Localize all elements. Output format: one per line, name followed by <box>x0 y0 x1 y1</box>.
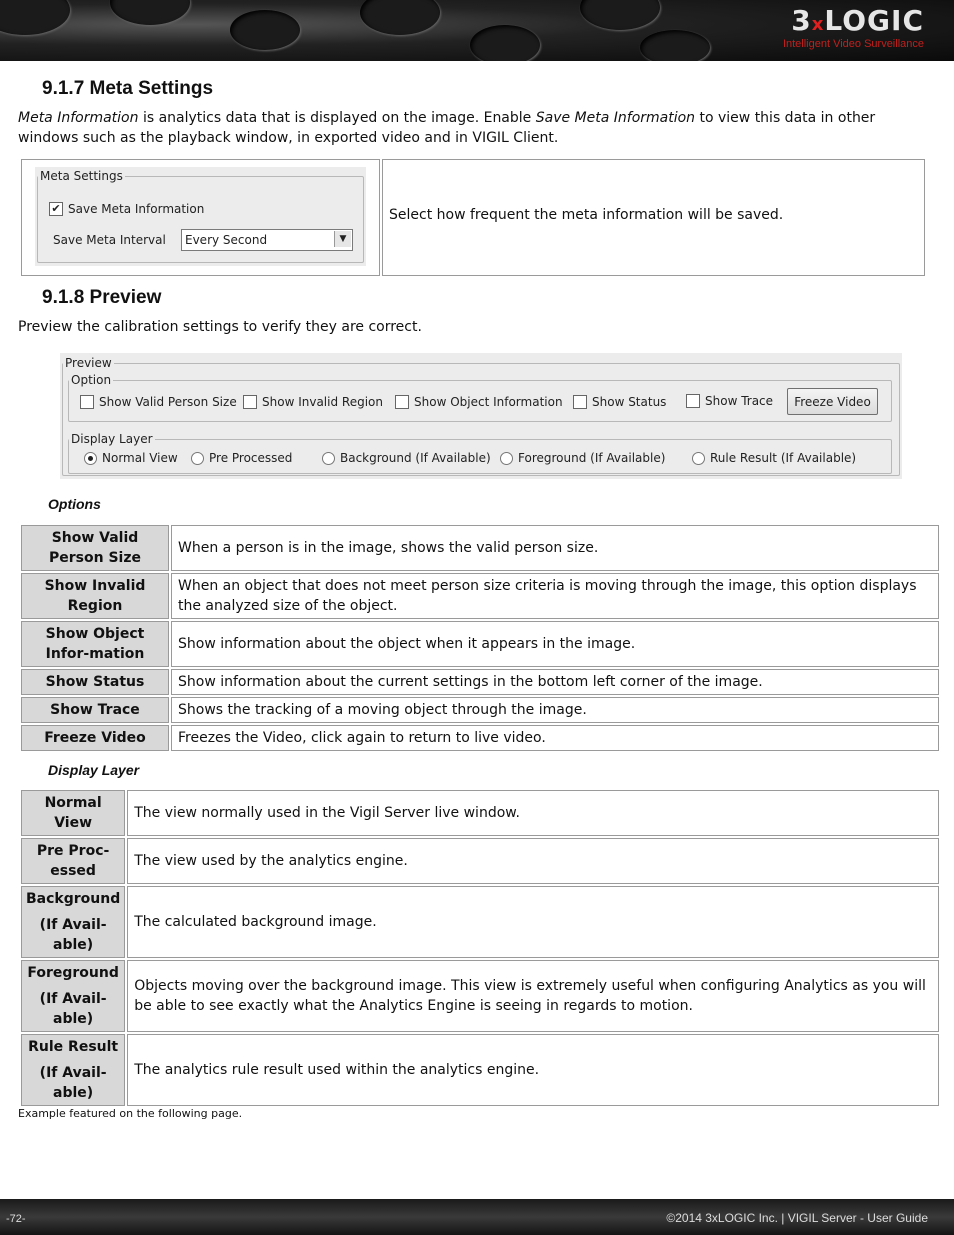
foreground-radio[interactable]: Foreground (If Available) <box>500 451 665 465</box>
layer-name: Rule Result (If Avail-able) <box>21 1034 125 1106</box>
checkbox-checked-icon: ✔ <box>49 202 63 216</box>
meta-intro: Meta Information is analytics data that is displayed on the image. Enable Save Meta Information to view this data in other windows such as the playback window, in exported video and in VIGIL Client. <box>18 110 876 146</box>
section-title-preview: 9.1.8 Preview <box>42 287 162 308</box>
checkbox-empty-icon <box>395 395 409 409</box>
radio-empty-icon <box>322 452 335 465</box>
display-layer-heading: Display Layer <box>48 762 140 778</box>
table-row <box>21 525 939 571</box>
option-desc: Freezes the Video, click again to return to live video. <box>171 725 939 751</box>
decorative-hole <box>110 0 190 25</box>
radio-selected-icon <box>84 452 97 465</box>
option-name: Freeze Video <box>21 725 169 751</box>
radio-empty-icon <box>191 452 204 465</box>
table-row <box>21 960 939 1032</box>
meta-description-cell <box>382 159 925 276</box>
show-trace-checkbox[interactable]: Show Trace <box>686 394 773 408</box>
freeze-video-button[interactable]: Freeze Video <box>787 388 878 415</box>
radio-empty-icon <box>692 452 705 465</box>
table-row <box>21 573 939 619</box>
options-heading: Options <box>48 496 101 512</box>
save-meta-interval-value: Every Second <box>185 233 268 247</box>
option-name: Show Invalid Region <box>21 573 169 619</box>
chevron-down-icon[interactable]: ▼ <box>334 231 351 247</box>
option-desc: Show information about the object when it appears in the image. <box>171 621 939 667</box>
decorative-hole <box>230 10 300 50</box>
page-footer <box>0 1199 954 1235</box>
checkbox-empty-icon <box>243 395 257 409</box>
table-row <box>21 886 939 958</box>
option-name: Show Valid Person Size <box>21 525 169 571</box>
background-radio[interactable]: Background (If Available) <box>322 451 491 465</box>
meta-settings-panel <box>35 167 366 266</box>
preview-panel <box>60 353 902 479</box>
decorative-hole <box>0 0 70 35</box>
checkbox-empty-icon <box>686 394 700 408</box>
decorative-hole <box>640 30 710 61</box>
rule-result-radio[interactable]: Rule Result (If Available) <box>692 451 856 465</box>
layer-desc: The view used by the analytics engine. <box>127 838 939 884</box>
save-meta-label: Save Meta Information <box>68 202 205 216</box>
layer-name: Background (If Avail-able) <box>21 886 125 958</box>
option-desc: When an object that does not meet person size criteria is moving through the image, this option displays the analyzed size of the object. <box>171 573 939 619</box>
normal-view-radio[interactable]: Normal View <box>84 451 178 465</box>
layer-name: Normal View <box>21 790 125 836</box>
display-layer-table <box>19 788 941 1108</box>
meta-settings-group-title: Meta Settings <box>40 169 123 183</box>
option-group-title: Option <box>71 373 112 387</box>
page-number: -72- <box>6 1213 26 1225</box>
decorative-hole <box>580 0 660 30</box>
table-row <box>21 790 939 836</box>
brand-tagline: Intelligent Video Surveillance <box>782 38 924 50</box>
checkbox-empty-icon <box>573 395 587 409</box>
show-valid-person-size-checkbox[interactable]: Show Valid Person Size <box>80 395 237 409</box>
layer-name: Foreground (If Avail-able) <box>21 960 125 1032</box>
save-meta-interval-select[interactable] <box>181 229 353 251</box>
layer-desc: The analytics rule result used within the analytics engine. <box>127 1034 939 1106</box>
layer-desc: The view normally used in the Vigil Server live window. <box>127 790 939 836</box>
preview-intro: Preview the calibration settings to verify they are correct. <box>18 319 422 335</box>
option-desc: When a person is in the image, shows the valid person size. <box>171 525 939 571</box>
decorative-hole <box>470 25 540 61</box>
show-object-information-checkbox[interactable]: Show Object Information <box>395 395 563 409</box>
table-row <box>21 725 939 751</box>
save-meta-checkbox[interactable] <box>49 202 204 216</box>
table-row <box>21 1034 939 1106</box>
show-status-checkbox[interactable]: Show Status <box>573 395 666 409</box>
meta-description: Select how frequent the meta information will be saved. <box>389 207 784 223</box>
table-row <box>21 621 939 667</box>
option-name: Show Status <box>21 669 169 695</box>
layer-desc: The calculated background image. <box>127 886 939 958</box>
copyright: ©2014 3xLOGIC Inc. | VIGIL Server - User Guide <box>666 1211 928 1225</box>
save-meta-interval-label: Save Meta Interval <box>53 233 166 247</box>
option-name: Show Object Infor-mation <box>21 621 169 667</box>
display-layer-group-title: Display Layer <box>71 432 153 446</box>
brand-logo: 3xLOGIC <box>791 4 924 37</box>
table-row <box>21 669 939 695</box>
checkbox-empty-icon <box>80 395 94 409</box>
decorative-hole <box>360 0 440 35</box>
caption: Example featured on the following page. <box>18 1107 243 1120</box>
preview-group-title: Preview <box>65 356 112 370</box>
table-row <box>21 697 939 723</box>
section-title-meta: 9.1.7 Meta Settings <box>42 78 214 99</box>
option-desc: Show information about the current settings in the bottom left corner of the image. <box>171 669 939 695</box>
page-header-banner <box>0 0 954 61</box>
layer-name: Pre Proc-essed <box>21 838 125 884</box>
radio-empty-icon <box>500 452 513 465</box>
pre-processed-radio[interactable]: Pre Processed <box>191 451 292 465</box>
table-row <box>21 838 939 884</box>
show-invalid-region-checkbox[interactable]: Show Invalid Region <box>243 395 383 409</box>
options-table <box>19 523 941 753</box>
option-desc: Shows the tracking of a moving object through the image. <box>171 697 939 723</box>
layer-desc: Objects moving over the background image. This view is extremely useful when configuring Analytics as you will be able to see exactly what the Analytics Engine is seeing in regards to motion. <box>127 960 939 1032</box>
option-name: Show Trace <box>21 697 169 723</box>
